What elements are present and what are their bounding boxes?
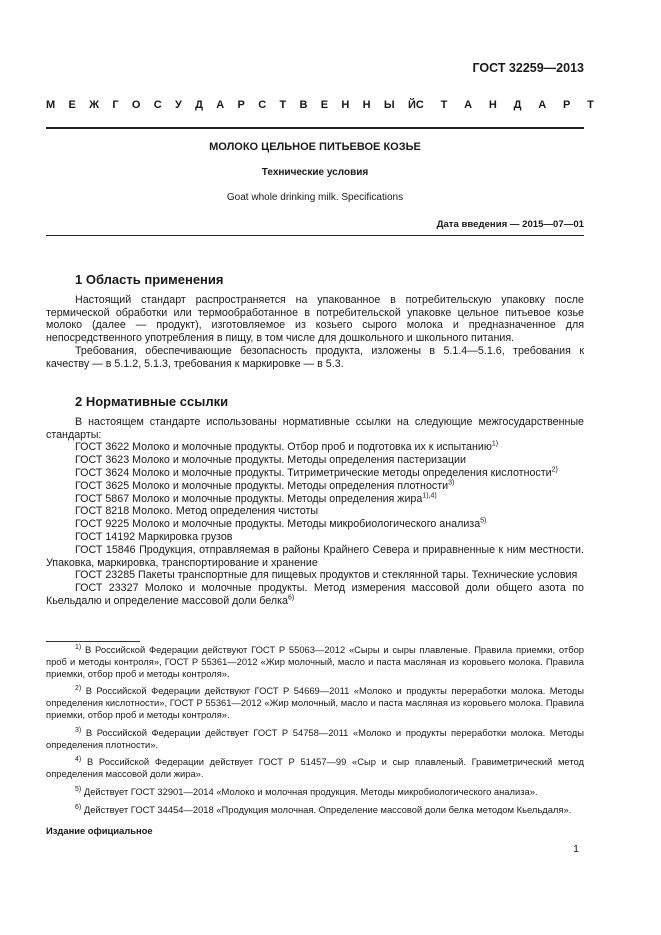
kind-letter: Е [68,99,76,111]
kind-letter: О [131,99,141,111]
footnote-text: В Российской Федерации действуют ГОСТ Р 54669—2011 «Молоко и продукты переработки молока. Методы определения кислотности», ГОСТ Р 55361—2012 «Жир молочный, масло и паста масляная из коровьего молока. Правила приемки, отбор проб и методы контроля». [46,685,584,720]
footnote-number: 5) [75,785,82,793]
footnote-marker: 1) [491,440,499,448]
kind-letter: Д [195,99,203,111]
standard-kind-heading [46,99,594,111]
footnote-text: В Российской Федерации действуют ГОСТ Р 55063—2012 «Сыры и сыры плавленые. Правила приемки, отбор проб и методы контроля», ГОСТ Р 55361—2012 «Жир молочный, масло и паста масляная из коровьего молока. Правила приемки, отбор проб и методы контроля». [46,644,585,679]
reference-text: ГОСТ 3623 Молоко и молочные продукты. Методы определения пастеризации [75,454,466,467]
reference-item [46,505,584,518]
paragraph: В настоящем стандарте использованы нормативные ссылки на следующие межгосударственные стандарты: [46,415,584,441]
footnote-text: В Российской Федерации действует ГОСТ Р 54758—2011 «Молоко и продукты переработки молока. Методы определения плотности». [46,726,584,750]
kind-letter: Н [362,99,371,111]
introduction-date: Дата введения — 2015—07—01 [436,219,584,230]
reference-item [46,441,584,454]
reference-text: ГОСТ 9225 Молоко и молочные продукты. Методы микробиологического анализа [75,518,481,531]
kind-letter: Й [407,99,416,111]
kind-letter: Ы [383,99,395,111]
reference-item [46,480,584,493]
reference-text: ГОСТ 23327 Молоко и молочные продукты. Метод измерения массовой доли общего азота по Кьельдалю и определение массовой доли белка [46,582,584,607]
standard-number: ГОСТ 32259—2013 [472,61,584,75]
paragraph: Требования, обеспечивающие безопасность продукта, изложены в 5.1.4—5.1.6, требования к качеству — в 5.1.2, 5.1.3, требования к маркировке — в 5.3. [46,344,584,370]
page-number: 1 [573,843,579,855]
kind-letter: У [175,99,182,111]
footnote [46,804,584,816]
reference-text: ГОСТ 14192 Маркировка грузов [75,530,233,543]
footnote-number: 3) [75,726,82,734]
kind-letter: Т [440,99,448,111]
english-title: Goat whole drinking milk. Specifications [226,192,404,203]
kind-letter: С [153,99,162,111]
footnote-number: 1) [75,643,82,651]
reference-item [46,582,584,608]
footnote [46,644,584,679]
official-edition-label: Издание официальное [46,825,153,836]
reference-item [46,531,584,544]
footnote [46,685,584,720]
kind-letter: Н [341,99,350,111]
kind-letter: Р [237,99,245,111]
footnote [46,756,584,780]
reference-text: ГОСТ 8218 Молоко. Метод определения чистоты [75,505,319,518]
reference-item [46,454,584,467]
kind-letter: Д [513,99,522,111]
kind-letter: Р [563,99,571,111]
footnote-number: 4) [75,756,82,764]
kind-letter: М [46,99,56,111]
section-heading: 1 Область применения [75,272,224,287]
reference-text: ГОСТ 23285 Пакеты транспортные для пищевых продуктов и стеклянной тары. Технические условия [75,569,578,582]
kind-letter: С [258,99,267,111]
kind-letter: А [538,99,547,111]
footnote-number: 2) [75,685,82,693]
footnote-text: Действует ГОСТ 34454—2018 «Продукция молочная. Определение массовой доли белка методом Кьельдаля». [83,803,572,815]
kind-letter: Ж [89,99,100,111]
title-divider [46,235,584,236]
kind-letter: А [216,99,225,111]
footnote-separator [46,641,140,642]
document-title: МОЛОКО ЦЕЛЬНОЕ ПИТЬЕВОЕ КОЗЬЕ [209,141,421,153]
section-normative-references [46,396,584,608]
kind-letter: Т [279,99,287,111]
kind-letter: Т [587,99,594,111]
kind-letter: А [464,99,473,111]
kind-letter: Н [488,99,497,111]
kind-letter: Е [320,99,329,111]
section-scope [46,274,584,371]
footnote-text: В Российской Федерации действует ГОСТ Р 51457—99 «Сыр и сыр плавленый. Гравиметрический метод определения массовой доли жира». [46,756,584,780]
reference-text: ГОСТ 15846 Продукция, отправляемая в районы Крайнего Севера и приравненные к ним местности. Упаковка, маркировка, транспортирование и хранение [46,543,584,569]
kind-letter: С [415,99,424,111]
footnote-text: Действует ГОСТ 32901—2014 «Молоко и молочная продукция. Методы микробиологического анализа». [83,785,538,797]
footnote-marker: 1),4) [422,492,437,500]
footnote [46,786,584,798]
kind-word-interstate [46,99,416,111]
header-divider [46,127,584,129]
reference-list [46,441,584,607]
footnote-marker: 2) [551,466,558,474]
footnote-number: 6) [75,803,82,811]
kind-word-standard [416,99,594,111]
document-subtitle: Технические условия [261,167,369,178]
reference-text: ГОСТ 3625 Молоко и молочные продукты. Методы определения плотности [75,479,449,492]
reference-text: ГОСТ 5867 Молоко и молочные продукты. Методы определения жира [75,492,423,505]
kind-letter: Г [112,99,119,111]
reference-text: ГОСТ 3624 Молоко и молочные продукты. Титриметрические методы определения кислотности [75,466,552,479]
reference-text: ГОСТ 3622 Молоко и молочные продукты. Отбор проб и подготовка их к испытанию [75,441,492,454]
footnote [46,727,584,751]
footnote-marker: 6) [288,594,295,602]
reference-item [46,493,584,506]
reference-item [46,569,584,582]
paragraph: Настоящий стандарт распространяется на упакованное в потребительскую упаковку после термической обработки или термообработанное в потребительской упаковке цельное питьевое козье молоко (далее — продукт), изготовляемое из козьего сырого молока и предназначенное для непосредственного употребления в пищу, в том числе для дошкольного и школьного питания. [46,293,584,345]
reference-item [46,467,584,480]
section-heading: 2 Нормативные ссылки [75,394,229,409]
kind-letter: В [299,99,308,111]
footnote-marker: 5) [480,517,487,525]
footnote-marker: 3) [448,479,455,487]
reference-item [46,544,584,570]
footnotes [46,644,584,822]
reference-item [46,518,584,531]
